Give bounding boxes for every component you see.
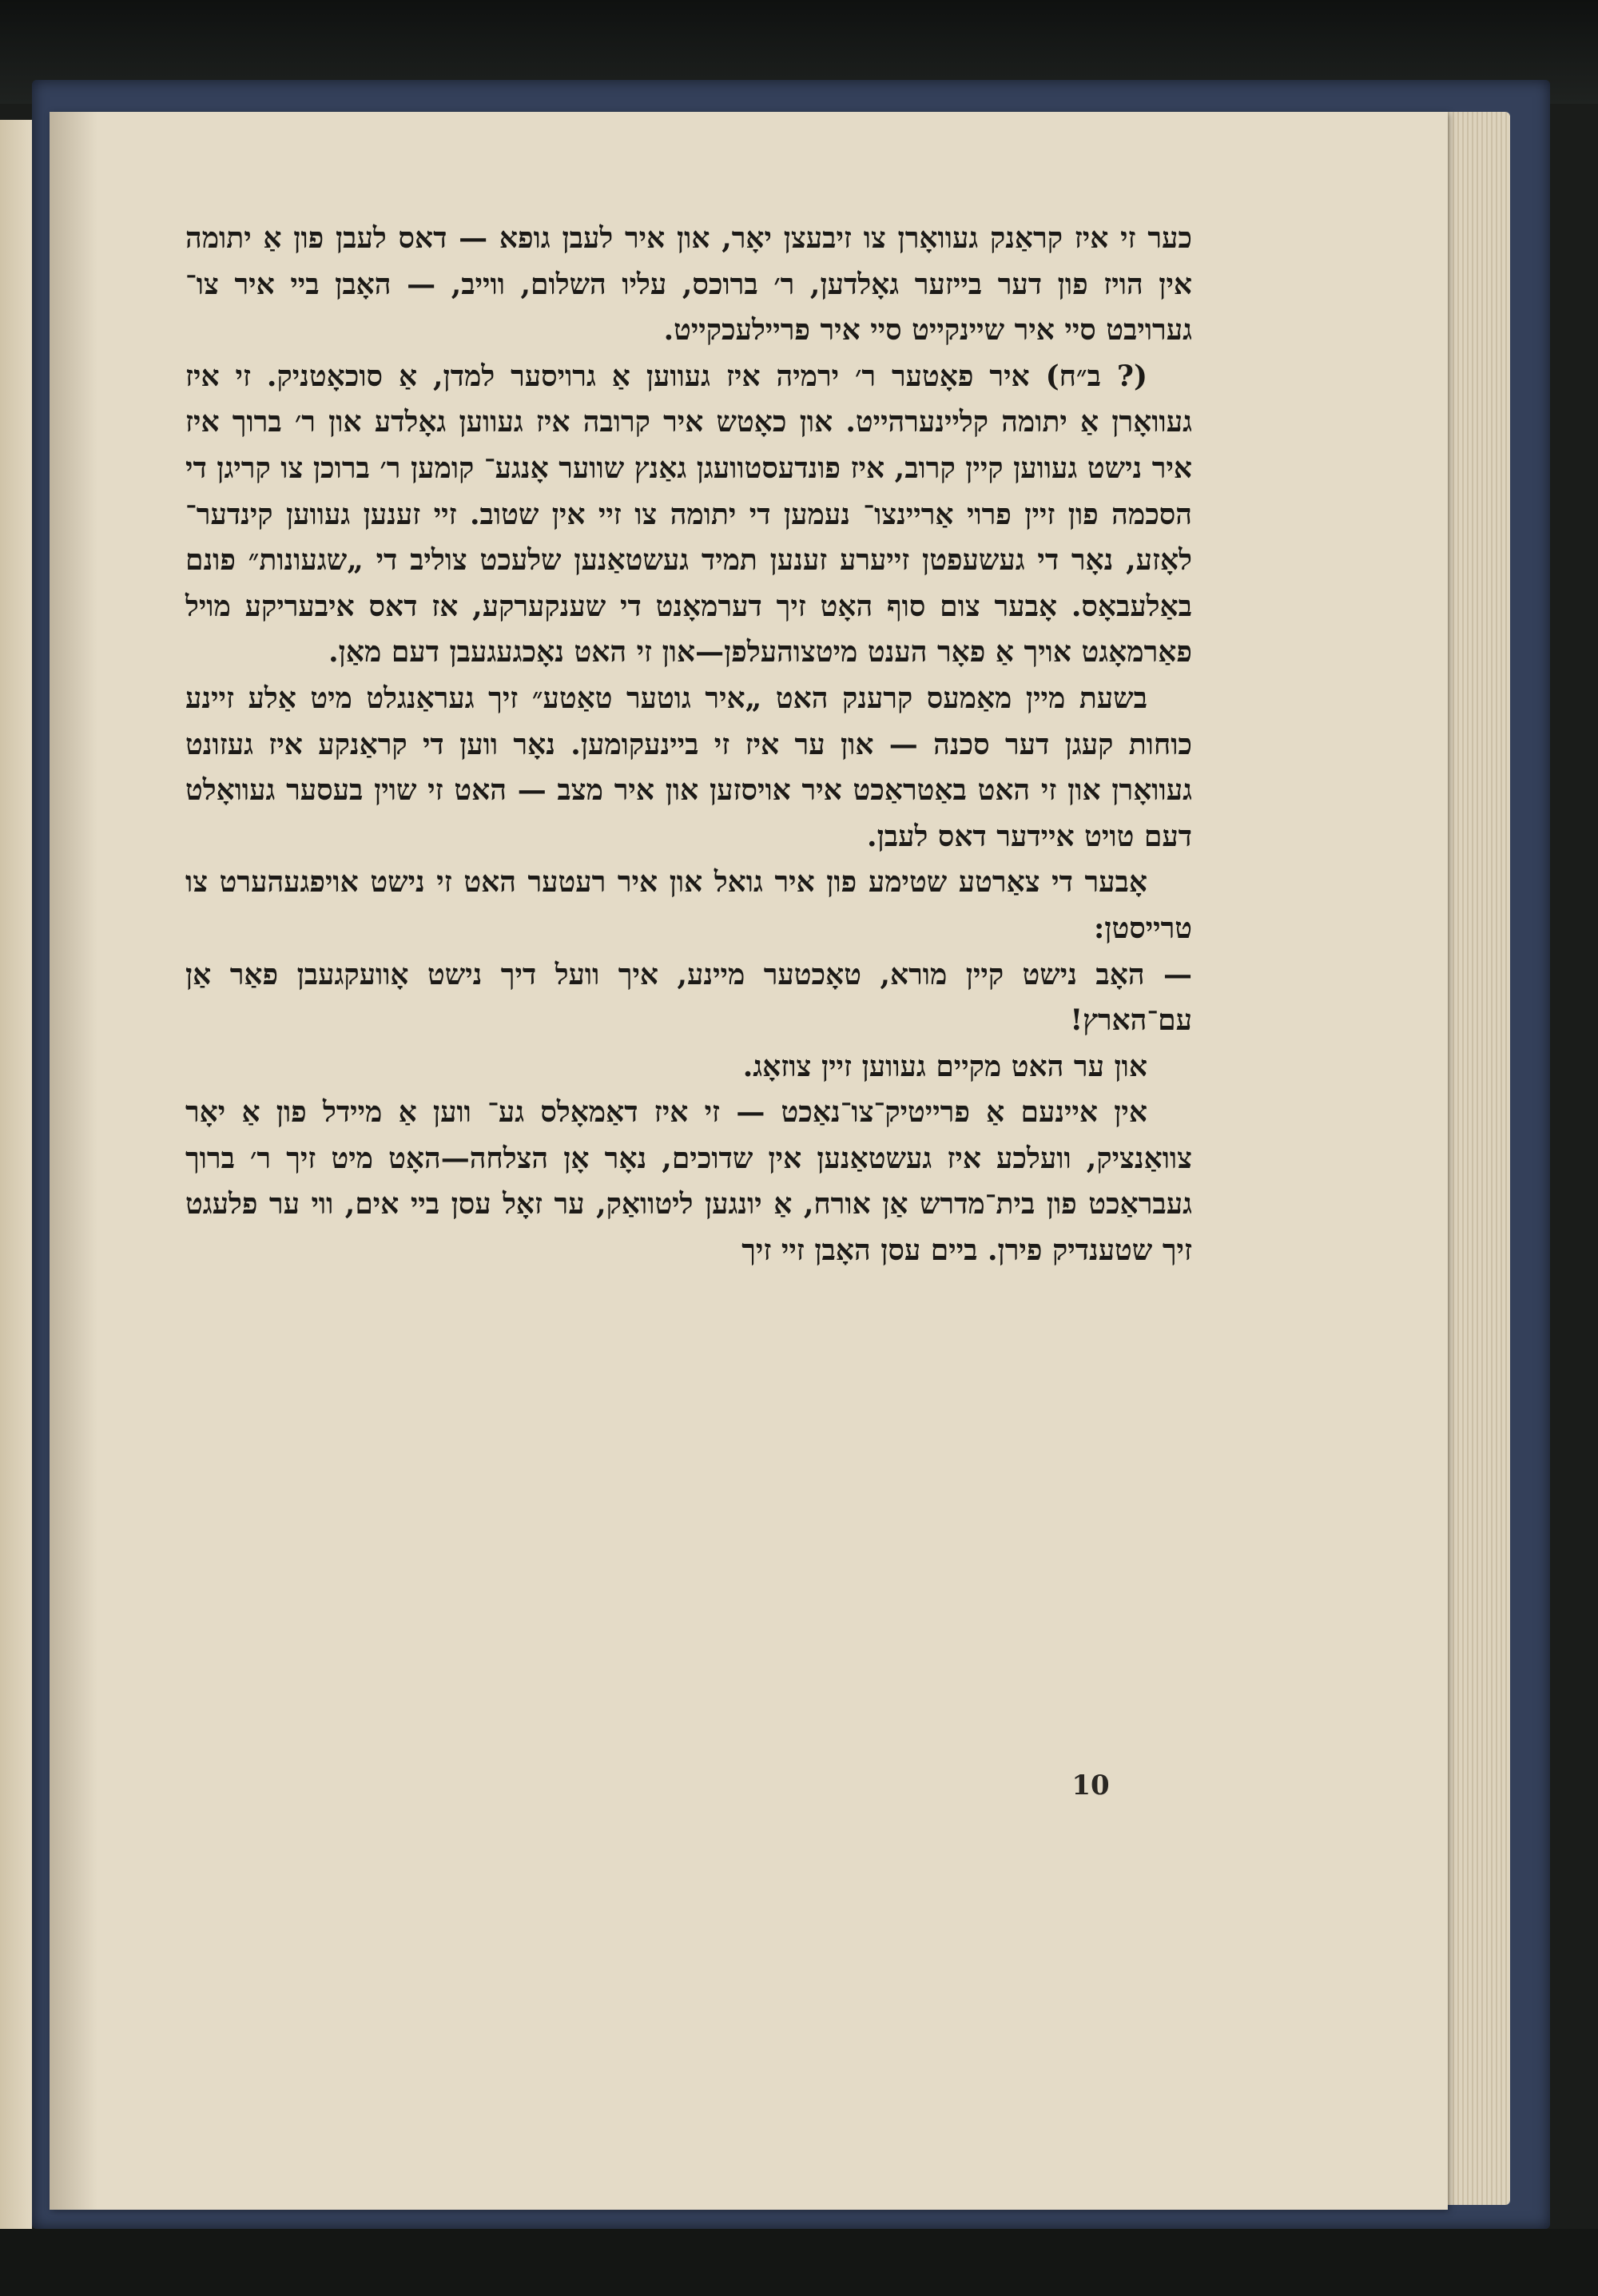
- paragraph-2: (? ב״ח) איר פאָטער ר׳ ירמיה איז געווען אַ גרויסער למדן, אַ סוכאָטניק. זי איז געוואָרן אַ יתומה קליינערהייט. און כאָטש איר קרובה איז געווען גאָלדע און ר׳ ברוך איז איר נישט געווען קיין קרוב, איז פונדעסטוועגן גאַנץ שווער אָנגע־ קומען ר׳ ברוכן צו קריגן די הסכמה פון זיין פרוי אַריינצו־ נעמען די יתומה צו זיי אין שטוב. זיי זענען געווען קינדער־ לאָזע, נאָר די געשעפטן זייערע זענען תמיד געשטאַנען שלעכט צוליב די „שגעונות״ פונם באַלעבאָס. אָבער צום סוף האָט זיך דערמאָנט די שענקערקע, אז דאס איבעריקע מויל פאַרמאָגט אויך אַ פאָר הענט מיטצוהעלפן—און זי האט נאָכגעגעבן דעם מאַן.: [185, 359, 1192, 669]
- facing-page-edge: [0, 120, 32, 2229]
- page-text: [185, 216, 1192, 1274]
- paragraph-3: בשעת מיין מאַמעס קרענק האט „איר גוטער טאַטע״ זיך געראַנגלט מיט אַלע זיינע כוחות קעגן דער סכנה — און ער איז זי ביינעקומען. נאָר ווען די קראַנקע איז געזונט געוואָרן און זי האט באַטראַכט איר אויסזען און איר מצב — האט זי שוין בעסער געוואָלט דעם טויט איידער דאס לעבן.: [185, 681, 1192, 853]
- paragraph-1: כער זי איז קראַנק געוואָרן צו זיבעצן יאָר, און איר לעבן גופא — דאס לעבן פון אַ יתומה אין הויז פון דער בייזער גאָלדען, ר׳ ברוכס, עליו השלום, ווייב, — האָבן ביי איר צו־ גערויבט סיי איר שיינקייט סיי איר פריילעכקייט.: [185, 221, 1192, 348]
- page-number: 10: [1071, 1770, 1110, 1801]
- paragraph-5: — האָב נישט קיין מורא, טאָכטער מיינע, איך וועל דיך נישט אָוועקגעבן פאַר אַן עם־הארץ!: [185, 957, 1192, 1038]
- gutter-shadow: [50, 112, 97, 2210]
- paragraph-6: און ער האט מקיים געווען זיין צוזאָג.: [742, 1049, 1147, 1083]
- backdrop-bottom: [0, 2229, 1598, 2296]
- paragraph-4: אָבער די צאַרטע שטימע פון איר גואל און איר רעטער האט זי נישט אויפגעהערט צו טרייסטן:: [185, 865, 1192, 945]
- paragraph-7: אין איינעם אַ פרייטיק־צו־נאַכט — זי איז דאַמאָלס גע־ ווען אַ מיידל פון אַ יאָר צוואַנציק, וועלכע איז געשטאַנען אין שדוכים, נאָר אָן הצלחה—האָט מיט זיך ר׳ ברוך געבראַכט פון בית־מדרש אַן אורח, אַ יונגען ליטוואַק, ער זאָל עסן ביי אים, ווי ער פלעגט זיך שטענדיק פירן. ביים עסן האָבן זיי זיך: [185, 1095, 1192, 1268]
